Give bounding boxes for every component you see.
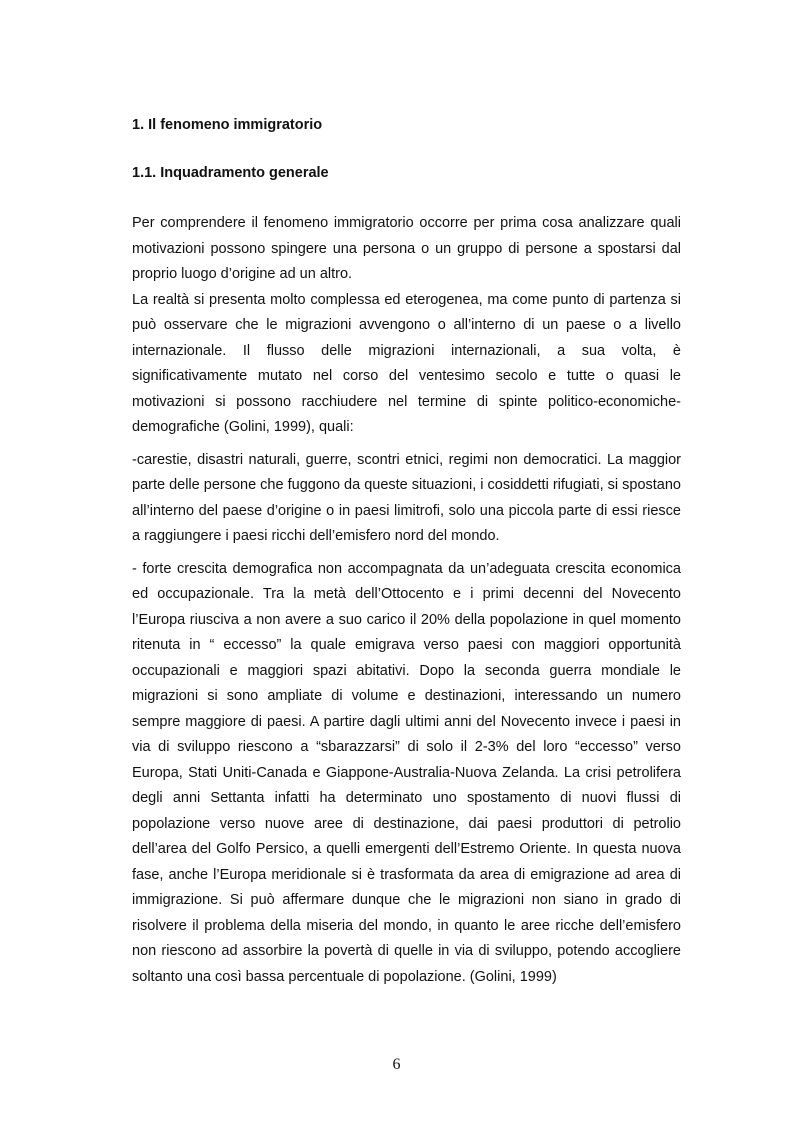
chapter-heading: 1. Il fenomeno immigratorio: [132, 117, 323, 133]
body-text: [132, 211, 681, 990]
section-heading: 1.1. Inquadramento generale: [132, 165, 329, 181]
paragraph-cause-conflicts: -carestie, disastri naturali, guerre, scontri etnici, regimi non democratici. La maggior parte delle persone che fuggono da queste situazioni, i cosiddetti rifugiati, si spostano all’interno del paese d’origine o in paesi limitrofi, solo una piccola parte di essi riesce a raggiungere i paesi ricchi dell’emisfero nord del mondo.: [132, 451, 681, 544]
paragraph-cause-demography: - forte crescita demografica non accompagnata da un’adeguata crescita economica ed occupazionale. Tra la metà dell’Ottocento e i primi decenni del Novecento l’Europa riusciva a non avere a suo carico il 20% della popolazione in quel momento ritenuta in “ eccesso” la quale emigrava verso paesi con maggiori opportunità occupazionali e maggiori spazi abitativi. Dopo la seconda guerra mondiale le migrazioni si sono ampliate di volume e destinazioni, interessando un numero sempre maggiore di paesi. A partire dagli ultimi anni del Novecento invece i paesi in via di sviluppo riescono a “sbarazzarsi” di solo il 2-3% del loro “eccesso” verso Europa, Stati Uniti-Canada e Giappone-Australia-Nuova Zelanda. La crisi petrolifera degli anni Settanta infatti ha determinato uno spostamento di nuovi flussi di popolazione verso nuove aree di destinazione, dai paesi produttori di petrolio dell’area del Golfo Persico, a quelli emergenti dell’Estremo Oriente. In questa nuova fase, anche l’Europa meridionale si è trasformata da area di emigrazione ad area di immigrazione. Si può affermare dunque che le migrazioni non siano in grado di risolvere il problema della miseria del mondo, in quanto le aree ricche dell’emisfero non riescono ad assorbire la povertà di quelle in via di sviluppo, potendo accogliere soltanto una così bassa percentuale di popolazione. (Golini, 1999): [132, 560, 681, 985]
paragraph-context: La realtà si presenta molto complessa ed eterogenea, ma come punto di partenza si può osservare che le migrazioni avvengono o all’interno di un paese o a livello internazionale. Il flusso delle migrazioni internazionali, a sua volta, è significativamente mutato nel corso del ventesimo secolo e tutte o quasi le motivazioni si possono racchiudere nel termine di spinte politico-economiche-demografiche (Golini, 1999), quali:: [132, 291, 681, 435]
page-number: 6: [392, 1056, 401, 1073]
paragraph-intro: Per comprendere il fenomeno immigratorio occorre per prima cosa analizzare quali motivazioni possono spingere una persona o un gruppo di persone a spostarsi dal proprio luogo d’origine ad un altro.: [132, 215, 681, 282]
